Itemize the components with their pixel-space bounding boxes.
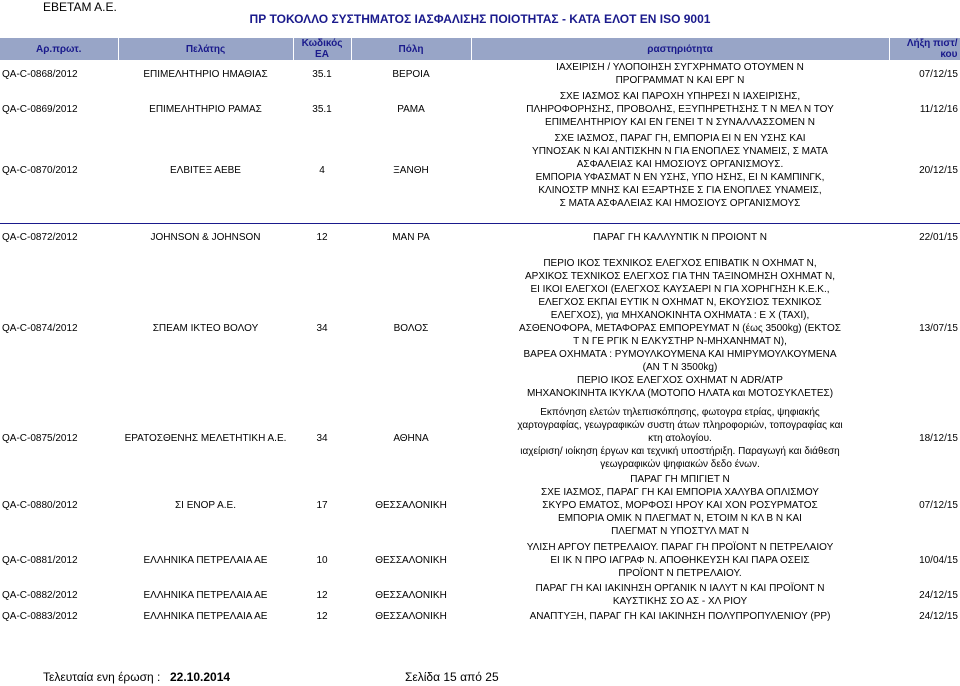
row-separator [0, 212, 960, 223]
row-city: ΘΕΣΣΑΛΟΝΙΚΗ [351, 539, 471, 581]
row-client: JOHNSON & JOHNSON [118, 223, 293, 252]
table-row [0, 404, 960, 472]
row-client: ΕΛΛΗΝΙΚΑ ΠΕΤΡΕΛΑΙΑ ΑΕ [118, 539, 293, 581]
row-activity: ΠΑΡΑΓ ΓΗ ΚΑΛΛΥΝΤΙΚ Ν ΠΡΟΙΟΝΤ Ν [471, 223, 889, 252]
row-expiry: 24/12/15 [889, 581, 960, 609]
row-code: QA-C-0880/2012 [0, 472, 118, 539]
row-ea: 17 [293, 472, 351, 539]
row-expiry: 24/12/15 [889, 609, 960, 624]
row-activity: ΑΝΑΠΤΥΞΗ, ΠΑΡΑΓ ΓΗ ΚΑΙ ΙΑΚΙΝΗΣΗ ΠΟΛΥΠΡΟΠΥΛΕΝΙΟΥ (PP) [471, 609, 889, 624]
row-code: QA-C-0883/2012 [0, 609, 118, 624]
page-number: Σελίδα 15 από 25 [405, 670, 499, 684]
row-activity: ΣΧΕ ΙΑΣΜΟΣ, ΠΑΡΑΓ ΓΗ, ΕΜΠΟΡΙΑ ΕΙ Ν ΕΝ ΥΣΗΣ ΚΑΙ ΥΠΝΟΣΑΚ Ν ΚΑΙ ΑΝΤΙΣΚΗΝ Ν ΓΙΑ ΕΝΟΠΛΕΣ ΥΝΑΜΕΙΣ, Σ ΜΑΤΑ ΑΣΦΑΛΕΙΑΣ ΚΑΙ ΗΜΟΣΙΟΥΣ ΟΡΓΑΝΙΣΜΟΥΣ. ΕΜΠΟΡΙΑ ΥΦΑΣΜΑΤ Ν ΕΝ ΥΣΗΣ, ΥΠΟ ΗΣΗΣ, ΕΙ Ν ΚΑΜΠΙΝΓΚ, ΚΛΙΝΟΣΤΡ ΜΝΗΣ ΚΑΙ ΕΞΑΡΤΗΣΕ Σ ΓΙΑ ΕΝΟΠΛΕΣ ΥΝΑΜΕΙΣ, Σ ΜΑΤΑ ΑΣΦΑΛΕΙΑΣ ΚΑΙ ΗΜΟΣΙΟΥΣ ΟΡΓΑΝΙΣΜΟΥΣ [471, 129, 889, 212]
column-header-client: Πελάτης [118, 38, 293, 60]
table-row [0, 581, 960, 609]
row-code: QA-C-0881/2012 [0, 539, 118, 581]
row-activity: ΠΑΡΑΓ ΓΗ ΚΑΙ ΙΑΚΙΝΗΣΗ ΟΡΓΑΝΙΚ Ν ΙΑΛΥΤ Ν ΚΑΙ ΠΡΟΪΟΝΤ Ν ΚΑΥΣΤΙΚΗΣ ΣΟ ΑΣ - ΧΛ ΡΙΟΥ [471, 581, 889, 609]
row-activity: Εκπόνηση ελετών τηλεπισκόπησης, φωτογρα ετρίας, ψηφιακής χαρτογραφίας, γεωγραφικών συστη άτων πληροφοριών, τοπογραφίας και κτη ατολογίου. ιαχείριση/ ιοίκηση έργων και τεχνική υποστήριξη. Παραγωγή και διάθεση γεωγραφικών ψηφιακών δεδο ένων. [471, 404, 889, 472]
row-city: ΘΕΣΣΑΛΟΝΙΚΗ [351, 472, 471, 539]
row-ea: 35.1 [293, 60, 351, 89]
row-code: QA-C-0874/2012 [0, 252, 118, 404]
row-code: QA-C-0869/2012 [0, 89, 118, 129]
row-activity: ΠΕΡΙΟ ΙΚΟΣ ΤΕΧΝΙΚΟΣ ΕΛΕΓΧΟΣ ΕΠΙΒΑΤΙΚ Ν ΟΧΗΜΑΤ Ν, ΑΡΧΙΚΟΣ ΤΕΧΝΙΚΟΣ ΕΛΕΓΧΟΣ ΓΙΑ ΤΗΝ ΤΑΞΙΝΟΜΗΣΗ ΟΧΗΜΑΤ Ν, ΕΙ ΙΚΟΙ ΕΛΕΓΧΟΙ (ΕΛΕΓΧΟΣ ΚΑΥΣΑΕΡΙ Ν ΓΙΑ ΧΟΡΗΓΗΣΗ Κ.Ε.Κ., ΕΛΕΓΧΟΣ ΕΚΠΑΙ ΕΥΤΙΚ Ν ΟΧΗΜΑΤ Ν, ΕΚΟΥΣΙΟΣ ΤΕΧΝΙΚΟΣ ΕΛΕΓΧΟΣ), για ΜΗΧΑΝΟΚΙΝΗΤΑ ΟΧΗΜΑΤΑ : Ε Χ (TAXI), ΑΣΘΕΝΟΦΟΡΑ, ΜΕΤΑΦΟΡΑΣ ΕΜΠΟΡΕΥΜΑΤ Ν (έως 3500kg) (ΕΚΤΟΣ Τ Ν ΓΕ ΡΓΙΚ Ν ΕΛΚΥΣΤΗΡ Ν-ΜΗΧΑΝΗΜΑΤ Ν), ΒΑΡΕΑ ΟΧΗΜΑΤΑ : ΡΥΜΟΥΛΚΟΥΜΕΝΑ ΚΑΙ ΗΜΙΡΥΜΟΥΛΚΟΥΜΕΝΑ (ΑΝ Τ Ν 3500kg) ΠΕΡΙΟ ΙΚΟΣ ΕΛΕΓΧΟΣ ΟΧΗΜΑΤ Ν ADR/ATP ΜΗΧΑΝΟΚΙΝΗΤΑ ΙΚΥΚΛΑ (ΜΟΤΟΠΟ ΗΛΑΤΑ και ΜΟΤΟΣΥΚΛΕΤΕΣ) [471, 252, 889, 404]
table-row [0, 252, 960, 404]
row-city: ΞΑΝΘΗ [351, 129, 471, 212]
row-ea: 12 [293, 581, 351, 609]
table-row [0, 129, 960, 212]
column-header-city: Πόλη [351, 38, 471, 60]
row-client: ΕΛΒΙΤΕΞ ΑΕΒΕ [118, 129, 293, 212]
row-code: QA-C-0868/2012 [0, 60, 118, 89]
row-activity: ΠΑΡΑΓ ΓΗ ΜΠΙΓΙΕΤ Ν ΣΧΕ ΙΑΣΜΟΣ, ΠΑΡΑΓ ΓΗ ΚΑΙ ΕΜΠΟΡΙΑ ΧΑΛΥΒΑ ΟΠΛΙΣΜΟΥ ΣΚΥΡΟ ΕΜΑΤΟΣ, ΜΟΡΦΟΣΙ ΗΡΟΥ ΚΑΙ ΧΟΝ ΡΟΣΥΡΜΑΤΟΣ ΕΜΠΟΡΙΑ ΟΜΙΚ Ν ΠΛΕΓΜΑΤ Ν, ΕΤΟΙΜ Ν ΚΛ Β Ν ΚΑΙ ΠΛΕΓΜΑΤ Ν ΥΠΟΣΤΥΛ ΜΑΤ Ν [471, 472, 889, 539]
column-header-activity: ραστηριότητα [471, 38, 889, 60]
row-ea: 10 [293, 539, 351, 581]
column-header-expiry: Λήξη πιστ/κου [889, 38, 960, 60]
table-row [0, 539, 960, 581]
row-activity: ΥΛΙΣΗ ΑΡΓΟΥ ΠΕΤΡΕΛΑΙΟΥ. ΠΑΡΑΓ ΓΗ ΠΡΟΪΟΝΤ Ν ΠΕΤΡΕΛΑΙΟΥ ΕΙ ΙΚ Ν ΠΡΟ ΙΑΓΡΑΦ Ν. ΑΠΟΘΗΚΕΥΣΗ ΚΑΙ ΠΑΡΑ ΟΣΕΙΣ ΠΡΟΪΟΝΤ Ν ΠΕΤΡΕΛΑΙΟΥ. [471, 539, 889, 581]
row-ea: 12 [293, 609, 351, 624]
row-expiry: 07/12/15 [889, 60, 960, 89]
row-expiry: 11/12/16 [889, 89, 960, 129]
row-ea: 34 [293, 252, 351, 404]
last-update-label: Τελευταία ενη έρωση : [43, 670, 161, 684]
table-row [0, 472, 960, 539]
row-expiry: 22/01/15 [889, 223, 960, 252]
last-update-date: 22.10.2014 [170, 670, 231, 684]
row-code: QA-C-0882/2012 [0, 581, 118, 609]
table-row [0, 609, 960, 624]
row-expiry: 07/12/15 [889, 472, 960, 539]
row-code: QA-C-0872/2012 [0, 223, 118, 252]
row-client: ΕΛΛΗΝΙΚΑ ΠΕΤΡΕΛΑΙΑ ΑΕ [118, 581, 293, 609]
row-client: ΕΠΙΜΕΛΗΤΗΡΙΟ ΡΑΜΑΣ [118, 89, 293, 129]
table-row [0, 60, 960, 89]
row-ea: 12 [293, 223, 351, 252]
row-client: ΣΠΕΑΜ ΙΚΤΕΟ ΒΟΛΟΥ [118, 252, 293, 404]
document-title: ΠΡ ΤΟΚΟΛΛΟ ΣΥΣΤΗΜΑΤΟΣ ΙΑΣΦΑΛΙΣΗΣ ΠΟΙΟΤΗΤΑΣ - ΚΑΤΑ ΕΛΟΤ EN ISO 9001 [249, 12, 711, 26]
row-expiry: 13/07/15 [889, 252, 960, 404]
column-header-code: Αρ.πρωτ. [0, 38, 118, 60]
row-expiry: 20/12/15 [889, 129, 960, 212]
column-header-ea: Κωδικός ΕΑ [293, 38, 351, 60]
row-expiry: 18/12/15 [889, 404, 960, 472]
row-city: ΘΕΣΣΑΛΟΝΙΚΗ [351, 581, 471, 609]
row-ea: 4 [293, 129, 351, 212]
row-activity: ΣΧΕ ΙΑΣΜΟΣ ΚΑΙ ΠΑΡΟΧΗ ΥΠΗΡΕΣΙ Ν ΙΑΧΕΙΡΙΣΗΣ, ΠΛΗΡΟΦΟΡΗΣΗΣ, ΠΡΟΒΟΛΗΣ, ΕΞΥΠΗΡΕΤΗΣΗΣ Τ Ν ΜΕΛ Ν ΤΟΥ ΕΠΙΜΕΛΗΤΗΡΙΟΥ ΚΑΙ ΕΝ ΓΕΝΕΙ Τ Ν ΣΥΝΑΛΛΑΣΣΟΜΕΝ Ν [471, 89, 889, 129]
row-activity: ΙΑΧΕΙΡΙΣΗ / ΥΛΟΠΟΙΗΣΗ ΣΥΓΧΡΗΜΑΤΟ ΟΤΟΥΜΕΝ Ν ΠΡΟΓΡΑΜΜΑΤ Ν ΚΑΙ ΕΡΓ Ν [471, 60, 889, 89]
row-client: ΣΙ ΕΝΟΡ Α.Ε. [118, 472, 293, 539]
row-city: ΑΘΗΝΑ [351, 404, 471, 472]
row-city: ΜΑΝ ΡΑ [351, 223, 471, 252]
row-expiry: 10/04/15 [889, 539, 960, 581]
row-city: ΒΟΛΟΣ [351, 252, 471, 404]
company-name: ΕΒΕΤΑΜ Α.Ε. [43, 0, 117, 14]
row-code: QA-C-0875/2012 [0, 404, 118, 472]
row-ea: 35.1 [293, 89, 351, 129]
row-code: QA-C-0870/2012 [0, 129, 118, 212]
table-header-row [0, 38, 960, 60]
table-row [0, 89, 960, 129]
row-client: ΕΠΙΜΕΛΗΤΗΡΙΟ ΗΜΑΘΙΑΣ [118, 60, 293, 89]
table-row [0, 223, 960, 252]
row-client: ΕΡΑΤΟΣΘΕΝΗΣ ΜΕΛΕΤΗΤΙΚΗ Α.Ε. [118, 404, 293, 472]
row-ea: 34 [293, 404, 351, 472]
row-city: ΡΑΜΑ [351, 89, 471, 129]
row-city: ΘΕΣΣΑΛΟΝΙΚΗ [351, 609, 471, 624]
row-client: ΕΛΛΗΝΙΚΑ ΠΕΤΡΕΛΑΙΑ ΑΕ [118, 609, 293, 624]
row-city: ΒΕΡΟΙΑ [351, 60, 471, 89]
certificate-register-table [0, 38, 960, 625]
